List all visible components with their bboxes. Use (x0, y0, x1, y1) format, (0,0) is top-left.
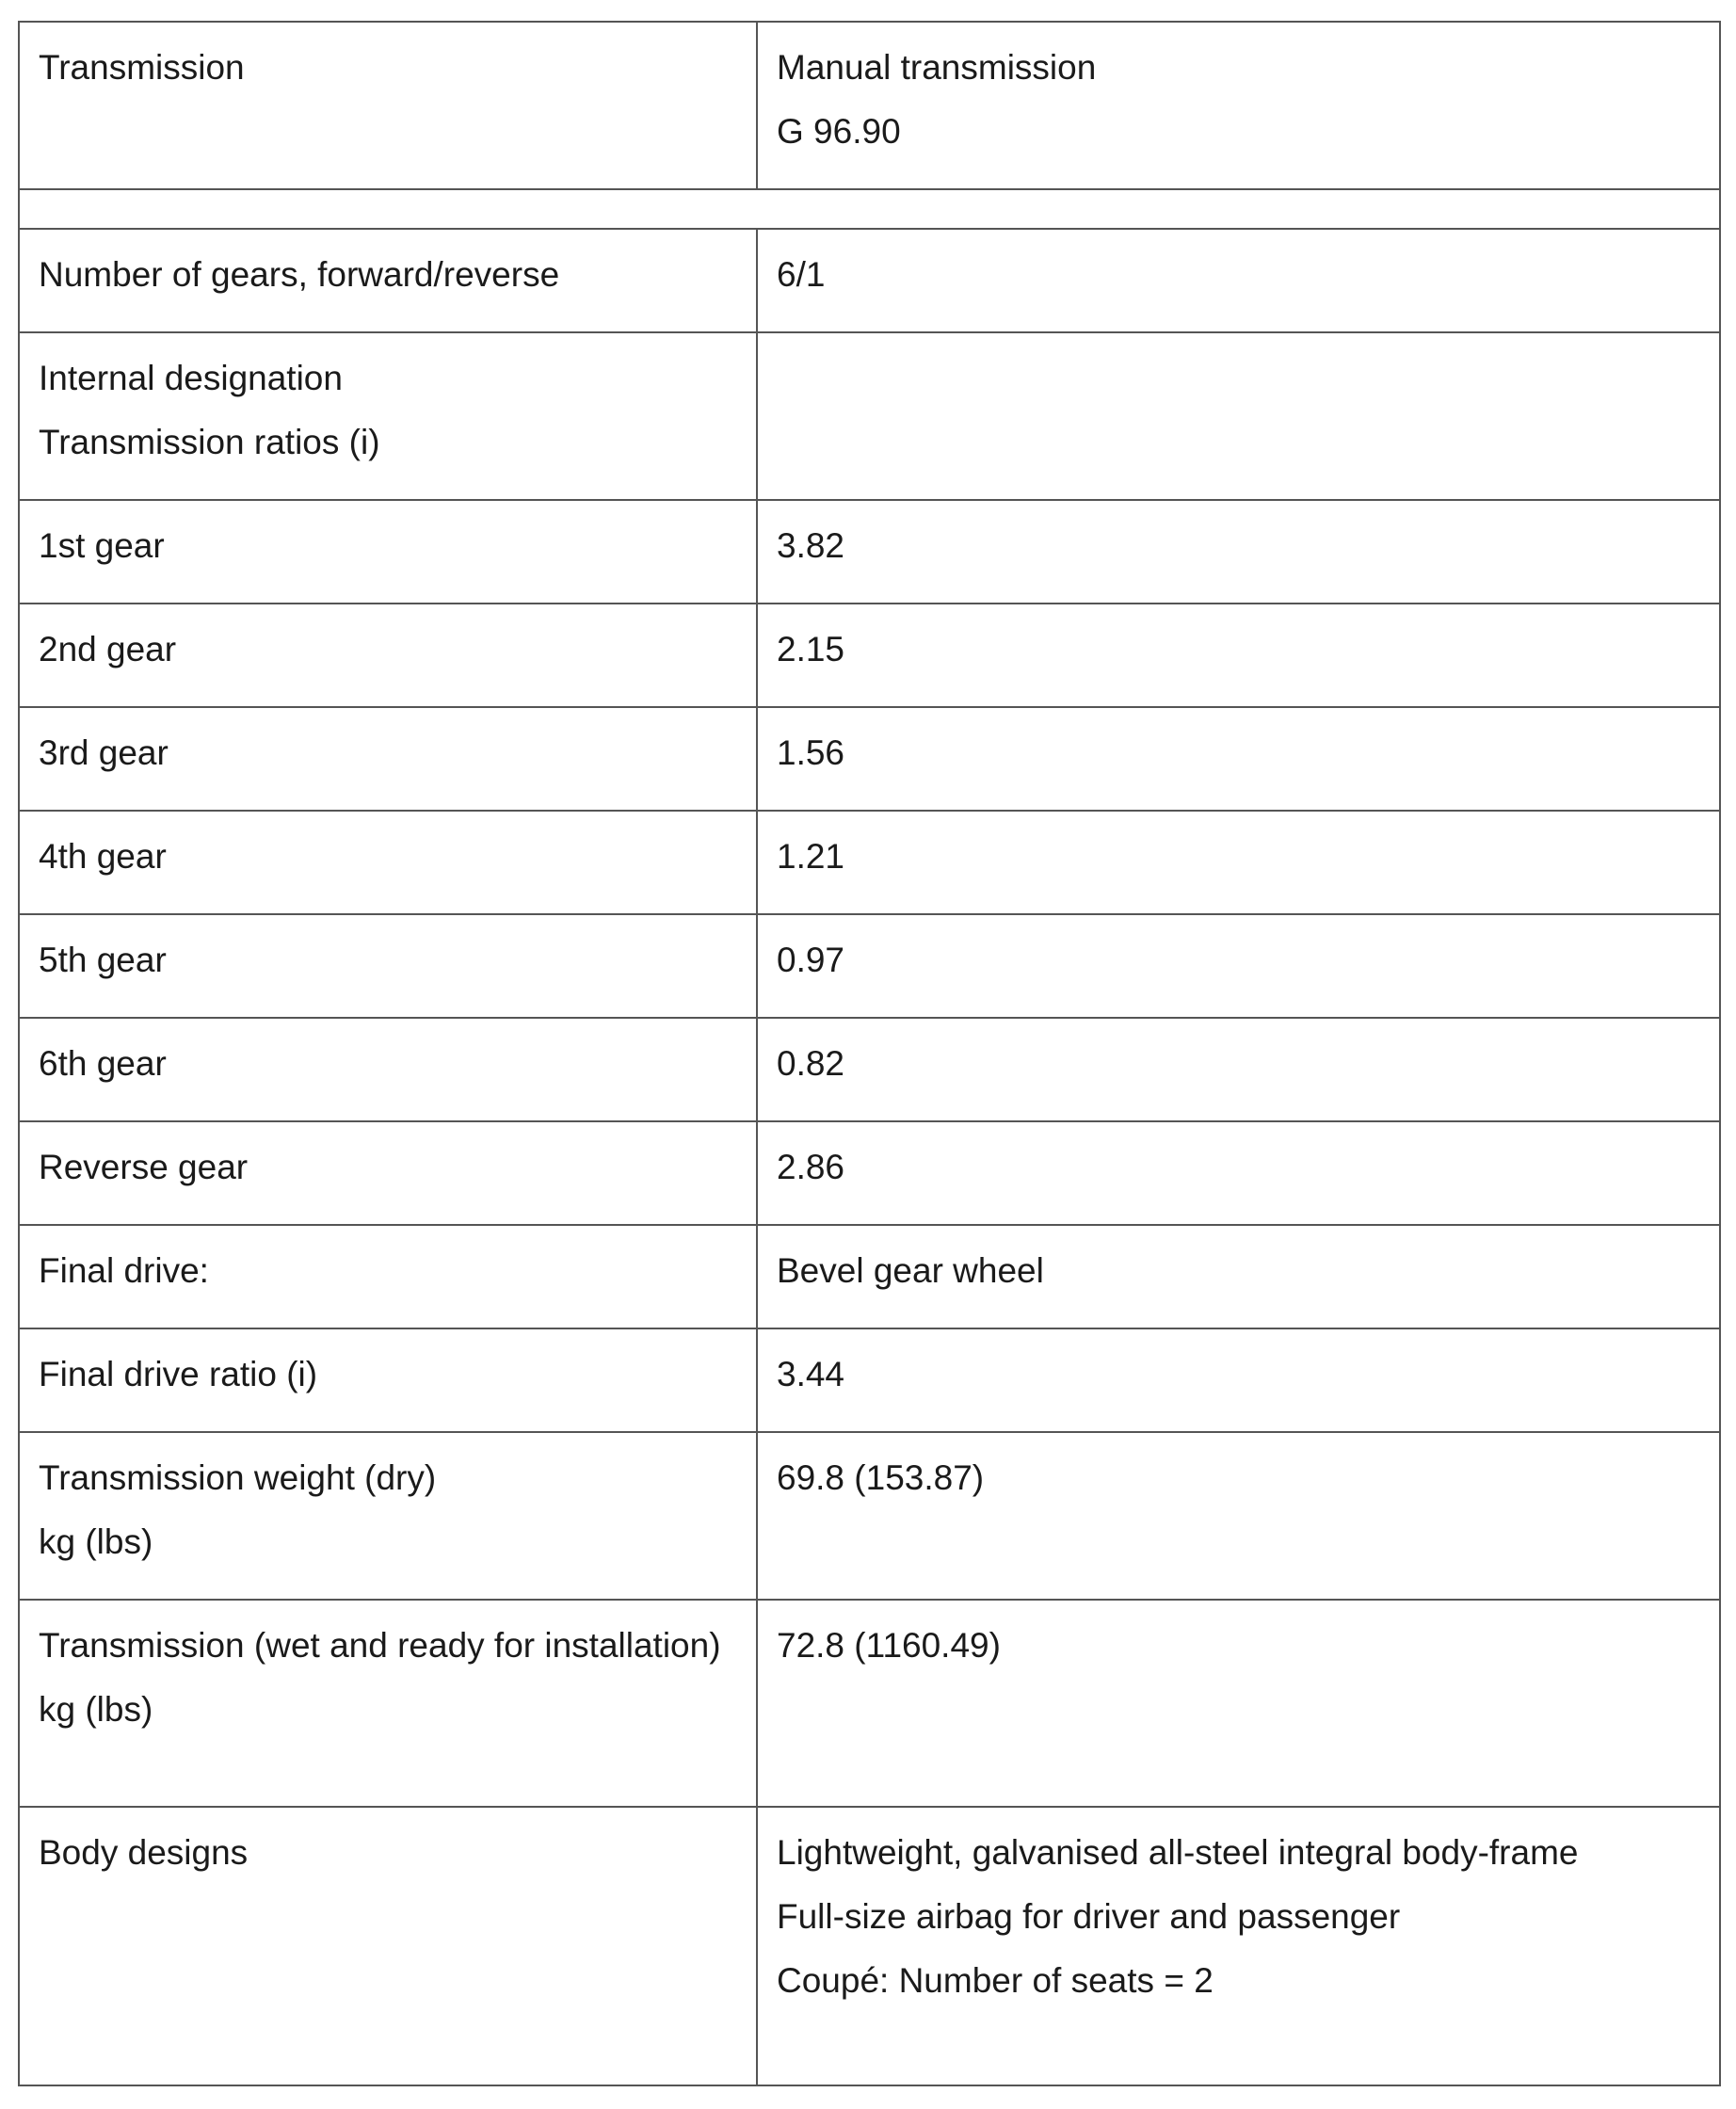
label-cell (19, 707, 757, 811)
label-line: Number of gears, forward/reverse (39, 255, 560, 294)
table-row (19, 914, 1720, 1018)
label-cell (19, 500, 757, 604)
label-cell (19, 1018, 757, 1121)
label-cell (19, 1600, 757, 1807)
label-line: Reverse gear (39, 1148, 249, 1186)
value-cell (757, 1600, 1720, 1807)
value-line: Bevel gear wheel (777, 1251, 1044, 1290)
label-line: Internal designation (39, 359, 343, 397)
value-line: 6/1 (777, 255, 826, 294)
table-row (19, 500, 1720, 604)
spacer-cell (19, 189, 1720, 229)
label-line: 6th gear (39, 1044, 167, 1083)
value-cell (757, 1328, 1720, 1432)
label-cell (19, 914, 757, 1018)
value-line: 2.15 (777, 630, 845, 668)
label-line: 1st gear (39, 526, 165, 565)
table-row (19, 707, 1720, 811)
spec-table (18, 21, 1721, 2086)
table-row (19, 1328, 1720, 1432)
value-line: 72.8 (1160.49) (777, 1626, 1001, 1665)
label-line: Transmission (wet and ready for installation) (39, 1626, 721, 1665)
spec-table-body (19, 22, 1720, 2085)
value-cell (757, 332, 1720, 500)
table-row (19, 229, 1720, 332)
value-cell (757, 604, 1720, 707)
value-line: 3.82 (777, 526, 845, 565)
value-cell (757, 1225, 1720, 1328)
value-cell (757, 914, 1720, 1018)
value-line: 69.8 (153.87) (777, 1458, 985, 1497)
table-row (19, 811, 1720, 914)
table-row (19, 1807, 1720, 2085)
value-line: 1.56 (777, 733, 845, 772)
table-row (19, 1432, 1720, 1600)
value-line: G 96.90 (777, 112, 901, 151)
value-line: 3.44 (777, 1355, 845, 1393)
value-cell (757, 229, 1720, 332)
label-cell (19, 604, 757, 707)
value-cell (757, 1121, 1720, 1225)
label-line: Body designs (39, 1833, 249, 1872)
label-line: kg (lbs) (39, 1690, 153, 1729)
label-line: Transmission (39, 48, 245, 87)
value-line: 2.86 (777, 1148, 845, 1186)
table-row (19, 1018, 1720, 1121)
label-cell (19, 229, 757, 332)
value-cell (757, 1018, 1720, 1121)
label-line: kg (lbs) (39, 1522, 153, 1561)
value-cell (757, 1432, 1720, 1600)
value-line: 1.21 (777, 837, 845, 876)
value-cell (757, 811, 1720, 914)
label-cell (19, 22, 757, 189)
value-cell (757, 1807, 1720, 2085)
value-cell (757, 500, 1720, 604)
value-line: Lightweight, galvanised all-steel integral body-frame (777, 1833, 1579, 1872)
value-line: Coupé: Number of seats = 2 (777, 1961, 1214, 2000)
label-line: 2nd gear (39, 630, 177, 668)
label-cell (19, 1225, 757, 1328)
value-line: Manual transmission (777, 48, 1097, 87)
label-cell (19, 332, 757, 500)
table-row (19, 1121, 1720, 1225)
label-line: 4th gear (39, 837, 167, 876)
label-line: Transmission weight (dry) (39, 1458, 437, 1497)
label-line: 3rd gear (39, 733, 169, 772)
table-row (19, 1225, 1720, 1328)
label-cell (19, 1807, 757, 2085)
spacer-row (19, 189, 1720, 229)
value-line: Full-size airbag for driver and passenger (777, 1897, 1401, 1936)
label-line: Final drive ratio (i) (39, 1355, 318, 1393)
table-row (19, 22, 1720, 189)
value-line: 0.97 (777, 941, 845, 979)
label-line: 5th gear (39, 941, 167, 979)
table-row (19, 332, 1720, 500)
table-row (19, 604, 1720, 707)
label-line: Final drive: (39, 1251, 209, 1290)
value-cell (757, 707, 1720, 811)
label-cell (19, 1432, 757, 1600)
label-cell (19, 811, 757, 914)
label-cell (19, 1328, 757, 1432)
label-cell (19, 1121, 757, 1225)
table-row (19, 1600, 1720, 1807)
value-cell (757, 22, 1720, 189)
value-line: 0.82 (777, 1044, 845, 1083)
label-line: Transmission ratios (i) (39, 423, 380, 461)
